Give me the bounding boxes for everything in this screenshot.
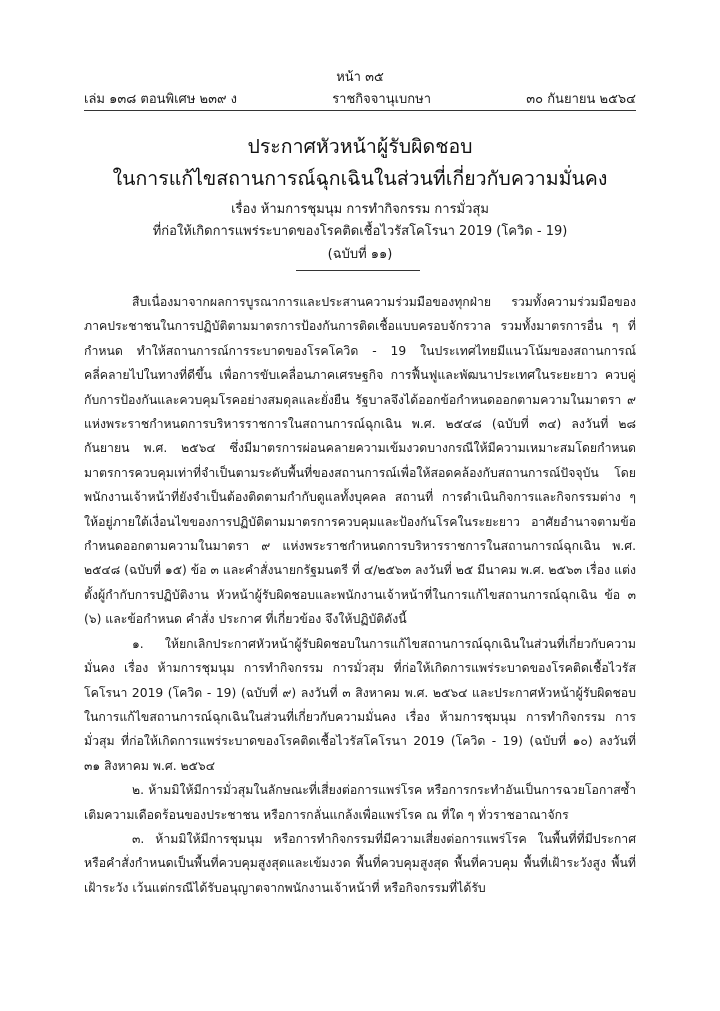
- announcement-body: [84, 290, 636, 900]
- intro-text: สืบเนื่องมาจากผลการบูรณาการและประสานความร่วมมือของทุกฝ่าย รวมทั้งความร่วมมือของภาคประชาชนในการปฏิบัติตามมาตรการป้องกันการติดเชื้อแบบครอบจักรวาล รวมทั้งมาตรการอื่น ๆ ที่กำหนด ทำให้สถานการณ์การระบาดของโรคโควิด - 19 ในประเทศไทยมีแนวโน้มของสถานการณ์คลี่คลายไปในทางที่ดีขึ้น เพื่อการขับเคลื่อนภาคเศรษฐกิจ การฟื้นฟูและพัฒนาประเทศในระยะยาว ควบคู่กับการป้องกันและควบคุมโรคอย่างสมดุลและยั่งยืน รัฐบาลจึงได้ออกข้อกำหนดออกตามความในมาตรา ๙ แห่งพระราชกำหนดการบริหารราชการในสถานการณ์ฉุกเฉิน พ.ศ. ๒๕๔๘ (ฉบับที่ ๓๔) ลงวันที่ ๒๘ กันยายน พ.ศ. ๒๕๖๔ ซึ่งมีมาตรการผ่อนคลายความเข้มงวดบางกรณีให้มีความเหมาะสมโดยกำหนดมาตรการควบคุมเท่าที่จำเป็นตามระดับพื้นที่ของสถานการณ์เพื่อให้สอดคล้องกับสถานการณ์ปัจจุบัน โดยพนักงานเจ้าหน้าที่ยังจำเป็นต้องติดตามกำกับดูแลทั้งบุคคล สถานที่ การดำเนินกิจการและกิจกรรมต่าง ๆ ให้อยู่ภายใต้เงื่อนไขของการปฏิบัติตามมาตรการควบคุมและป้องกันโรคในระยะยาว อาศัยอำนาจตามข้อกำหนดออกตามความในมาตรา ๙ แห่งพระราชกำหนดการบริหารราชการในสถานการณ์ฉุกเฉิน พ.ศ. ๒๕๔๘ (ฉบับที่ ๑๕) ข้อ ๓ และคำสั่งนายกรัฐมนตรี ที่ ๔/๒๕๖๓ ลงวันที่ ๒๕ มีนาคม พ.ศ. ๒๕๖๓ เรื่อง แต่งตั้งผู้กำกับการปฏิบัติงาน หัวหน้าผู้รับผิดชอบและพนักงานเจ้าหน้าที่ในการแก้ไขสถานการณ์ฉุกเฉิน ข้อ ๓ (๖) และข้อกำหนด คำสั่ง ประกาศ ที่เกี่ยวข้อง จึงให้ปฏิบัติดังนี้: [84, 295, 636, 627]
- announcement-title: ประกาศหัวหน้าผู้รับผิดชอบ: [247, 135, 473, 158]
- volume-info: เล่ม ๑๓๘ ตอนพิเศษ ๒๓๙ ง: [84, 92, 237, 107]
- item-2-paragraph: [84, 778, 636, 827]
- intro-paragraph: [84, 290, 636, 632]
- page-number: หน้า ๓๕: [336, 70, 384, 85]
- announcement-title-line2: ในการแก้ไขสถานการณ์ฉุกเฉินในส่วนที่เกี่ยวกับความมั่นคง: [112, 167, 608, 190]
- title-divider: [296, 270, 420, 271]
- subject-line: เรื่อง ห้ามการชุมนุม การทำกิจกรรม การมั่วสุม: [231, 202, 489, 217]
- item-3-text: ๓. ห้ามมิให้มีการชุมนุม หรือการทำกิจกรรมที่มีความเสี่ยงต่อการแพร่โรค ในพื้นที่ที่มีประกาศหรือคำสั่งกำหนดเป็นพื้นที่ควบคุมสูงสุดและเข้มงวด พื้นที่ควบคุมสูงสุด พื้นที่ควบคุม พื้นที่เฝ้าระวังสูง พื้นที่เฝ้าระวัง เว้นแต่กรณีได้รับอนุญาตจากพนักงานเจ้าหน้าที่ หรือกิจกรรมที่ได้รับ: [84, 831, 636, 895]
- item-3-paragraph: [84, 827, 636, 900]
- publication-date: ๓๐ กันยายน ๒๕๖๔: [526, 92, 636, 107]
- header-divider: [84, 110, 636, 111]
- issue-number: (ฉบับที่ ๑๑): [327, 247, 393, 262]
- item-2-text: ๒. ห้ามมิให้มีการมั่วสุมในลักษณะที่เสี่ยงต่อการแพร่โรค หรือการกระทำอันเป็นการฉวยโอกาสซ้ำเติมความเดือดร้อนของประชาชน หรือการกลั่นแกล้งเพื่อแพร่โรค ณ ที่ใด ๆ ทั่วราชอาณาจักร: [84, 783, 636, 822]
- gazette-header: [84, 88, 636, 106]
- item-1-paragraph: [84, 632, 636, 778]
- item-1-text: ๑. ให้ยกเลิกประกาศหัวหน้าผู้รับผิดชอบในการแก้ไขสถานการณ์ฉุกเฉินในส่วนที่เกี่ยวกับความมั่นคง เรื่อง ห้ามการชุมนุม การทำกิจกรรม การมั่วสุม ที่ก่อให้เกิดการแพร่ระบาดของโรคติดเชื้อไวรัสโคโรนา 2019 (โควิด - 19) (ฉบับที่ ๙) ลงวันที่ ๓ สิงหาคม พ.ศ. ๒๕๖๔ และประกาศหัวหน้าผู้รับผิดชอบในการแก้ไขสถานการณ์ฉุกเฉินในส่วนที่เกี่ยวกับความมั่นคง เรื่อง ห้ามการชุมนุม การทำกิจกรรม การมั่วสุม ที่ก่อให้เกิดการแพร่ระบาดของโรคติดเชื้อไวรัสโคโรนา 2019 (โควิด - 19) (ฉบับที่ ๑๐) ลงวันที่ ๓๑ สิงหาคม พ.ศ. ๒๕๖๔: [84, 636, 636, 773]
- gazette-name: ราชกิจจานุเบกษา: [332, 92, 432, 107]
- subject-line-2: ที่ก่อให้เกิดการแพร่ระบาดของโรคติดเชื้อไวรัสโคโรนา 2019 (โควิด - 19): [152, 224, 568, 239]
